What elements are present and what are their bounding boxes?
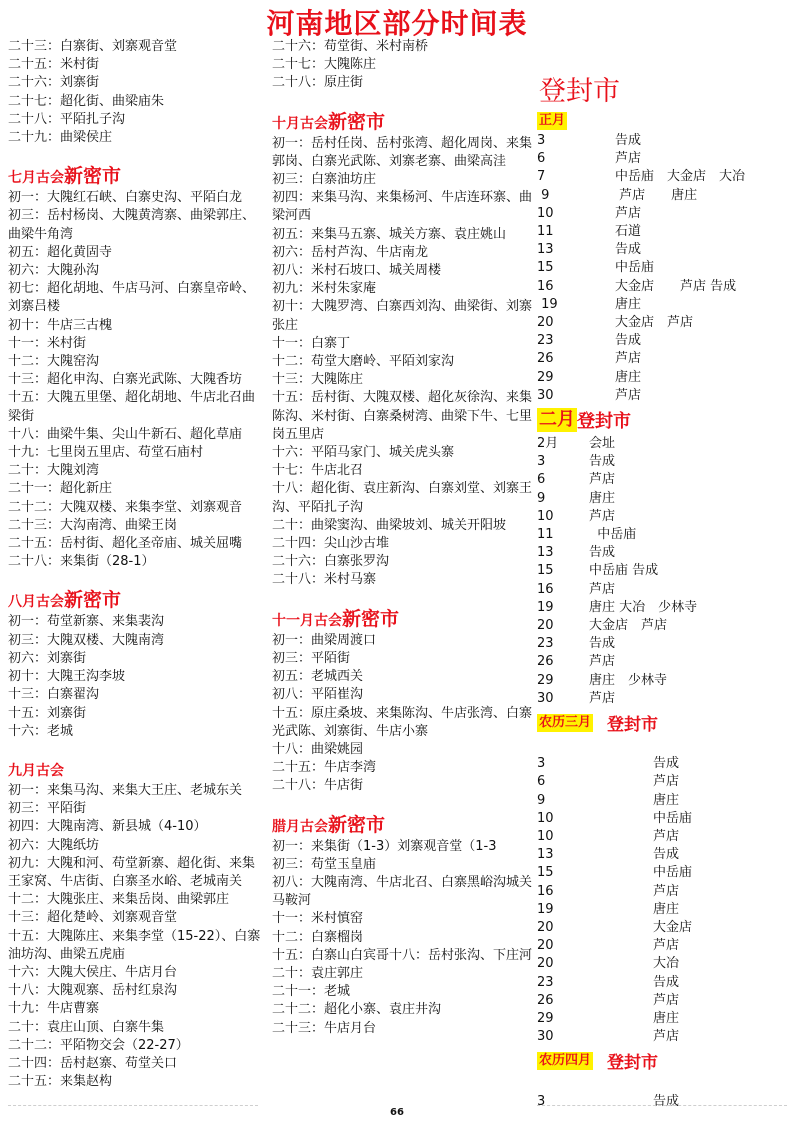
schedule-line: 二十三：白寨街、刘寨观音堂 (8, 39, 178, 54)
month-label: 正月 (539, 113, 566, 128)
column-xinmi-part2 (272, 38, 534, 1038)
schedule-place: 芦店 (653, 992, 680, 1008)
schedule-date: 10 (537, 508, 554, 524)
schedule-line: 十一：米村街 (8, 335, 87, 351)
schedule-place: 芦店 (615, 387, 642, 403)
schedule-date: 29 (537, 369, 554, 385)
schedule-row (537, 1010, 789, 1028)
schedule-line: 十六：老城 (8, 723, 74, 739)
schedule-date: 6 (537, 472, 546, 488)
schedule-place: 芦店 (589, 581, 616, 597)
schedule-line: 十八：超化街、袁庄新沟、白寨刘堂、刘寨王沟、平陌扎子沟 (272, 481, 533, 515)
column-xinmi-part1 (8, 38, 264, 1091)
schedule-line: 初十：大隗罗湾、白寨西刘沟、曲梁街、刘寨张庄 (272, 299, 533, 333)
schedule-place: 大金店 芦店 (615, 315, 694, 331)
schedule-place: 告成 (615, 333, 642, 349)
schedule-place: 唐庄 (589, 490, 616, 506)
schedule-place: 芦店 (653, 938, 680, 954)
schedule-date: 15 (537, 865, 554, 881)
schedule-line: 十三：大隗陈庄 (272, 372, 364, 388)
schedule-line: 初五：来集马五寨、城关方寨、袁庄姚山 (272, 226, 507, 242)
schedule-row (537, 223, 789, 241)
schedule-line: 二十五：米村街 (8, 57, 100, 73)
month-header (537, 407, 789, 433)
schedule-date: 20 (537, 618, 554, 634)
schedule-line: 十八：曲梁牛集、尖山牛新石、超化草庙 (8, 426, 243, 442)
schedule-line: 二十：大隗刘湾 (8, 463, 100, 479)
schedule-line: 二十一：老城 (272, 984, 351, 1000)
month-heading (272, 814, 534, 838)
schedule-row (537, 526, 789, 544)
schedule-line: 十九：牛店曹寨 (8, 1001, 100, 1017)
schedule-date: 20 (537, 919, 554, 935)
schedule-date: 29 (537, 672, 554, 688)
schedule-date: 30 (537, 1029, 554, 1045)
month-header (537, 112, 789, 130)
schedule-date: 20 (537, 956, 554, 972)
schedule-line: 二十二：平陌物交会（22-27） (8, 1037, 189, 1053)
schedule-line: 二十八：牛店街 (272, 778, 364, 794)
schedule-line: 二十六：白寨张罗沟 (272, 554, 390, 570)
schedule-date: 26 (537, 992, 554, 1008)
schedule-date: 16 (537, 278, 554, 294)
month-heading-label: 九月古会 (8, 762, 64, 779)
schedule-date: 29 (537, 1010, 554, 1026)
schedule-date: 15 (537, 563, 554, 579)
schedule-line: 十五：原庄桑坡、来集陈沟、牛店张湾、白寨光武陈、刘寨街、牛店小寨 (272, 705, 533, 739)
schedule-row (537, 792, 789, 810)
month-heading (8, 165, 264, 189)
footer-divider (8, 1105, 258, 1106)
schedule-line: 初十：大隗王沟李坡 (8, 669, 126, 685)
schedule-line: 初九：大隗和河、苟堂新寨、超化街、来集王家窝、牛店街、白寨圣水峪、老城南关 (8, 855, 256, 889)
schedule-place: 芦店 (653, 1029, 680, 1045)
schedule-line: 十三：超化楚岭、刘寨观音堂 (8, 910, 178, 926)
schedule-line: 初一：岳村任岗、岳村张湾、超化周岗、来集郭岗、白寨光武陈、刘寨老寨、曲梁高洼 (272, 135, 533, 169)
schedule-row (537, 490, 789, 508)
schedule-line: 十七：牛店北召 (272, 463, 364, 479)
schedule-line: 初六：大隗孙沟 (8, 263, 100, 279)
schedule-place: 芦店 (653, 828, 680, 844)
month-heading-label: 七月古会 (8, 170, 64, 187)
schedule-row (537, 314, 789, 332)
schedule-row (537, 773, 789, 791)
schedule-row (537, 369, 789, 387)
schedule-place: 石道 (615, 224, 642, 240)
schedule-place: 唐庄 (653, 901, 680, 917)
schedule-row (537, 599, 789, 617)
schedule-place: 唐庄 (615, 296, 642, 312)
schedule-line: 十三：白寨翟沟 (8, 687, 100, 703)
month-heading-city: 新密市 (342, 607, 400, 630)
section-spacer (272, 796, 534, 814)
schedule-date: 7 (537, 169, 546, 185)
schedule-line: 初三：岳村杨岗、大隗黄湾寨、曲梁郭庄、曲梁牛角湾 (8, 208, 256, 242)
schedule-line: 十五：刘寨街 (8, 705, 87, 721)
schedule-line: 初六：岳村芦沟、牛店南龙 (272, 244, 429, 260)
schedule-line: 初八：平陌崔沟 (272, 687, 364, 703)
schedule-row (537, 471, 789, 489)
schedule-line: 初一：大隗红石峡、白寨史沟、平陌白龙 (8, 190, 243, 206)
schedule-line: 十五：白寨山白宾哥十八：岳村张沟、下庄河 (272, 947, 533, 963)
schedule-line: 十八：大隗观寨、岳村红泉沟 (8, 983, 178, 999)
schedule-place: 芦店 唐庄 (615, 187, 698, 203)
schedule-line: 二十：袁庄郭庄 (272, 965, 364, 981)
month-city: 登封市 (577, 411, 631, 433)
schedule-line: 十八：曲梁姚园 (272, 741, 364, 757)
schedule-place: 芦店 (653, 774, 680, 790)
section-spacer (537, 38, 789, 74)
schedule-row (537, 992, 789, 1010)
schedule-date: 9 (537, 792, 546, 808)
schedule-date: 23 (537, 974, 554, 990)
schedule-row (537, 1028, 789, 1046)
schedule-row (537, 562, 789, 580)
city-title: 登封市 (539, 76, 620, 107)
schedule-date: 19 (537, 296, 558, 312)
schedule-line: 二十四：尖山沙古堆 (272, 536, 390, 552)
month-heading-city: 新密市 (328, 813, 386, 836)
schedule-date: 9 (537, 490, 546, 506)
schedule-line: 初三：大隗双楼、大隗南湾 (8, 632, 165, 648)
schedule-line: 初五：超化黄固寺 (8, 244, 113, 260)
schedule-row (537, 259, 789, 277)
schedule-row (537, 350, 789, 368)
schedule-date: 20 (537, 938, 554, 954)
schedule-date: 13 (537, 847, 554, 863)
schedule-place: 唐庄 (615, 369, 642, 385)
month-city: 登封市 (607, 715, 659, 736)
schedule-line: 二十五：牛店李湾 (272, 760, 377, 776)
schedule-line: 二十五：岳村街、超化圣帝庙、城关屈嘴 (8, 536, 243, 552)
schedule-row (537, 187, 789, 205)
schedule-row (537, 653, 789, 671)
schedule-line: 十五：岳村街、大隗双楼、超化灰徐沟、来集陈沟、米村街、白寨桑树湾、曲梁下牛、七里岗五里店 (272, 390, 533, 442)
schedule-place: 大金店 芦店 告成 (615, 278, 737, 294)
schedule-line: 二十九：曲梁侯庄 (8, 130, 113, 146)
section-spacer (272, 590, 534, 608)
section-spacer (272, 93, 534, 111)
schedule-row (537, 435, 789, 453)
schedule-place: 中岳庙 告成 (589, 563, 659, 579)
schedule-place: 芦店 (589, 690, 616, 706)
schedule-row (537, 635, 789, 653)
schedule-date: 9 (537, 187, 550, 203)
schedule-line: 二十二：超化小寨、袁庄井沟 (272, 1002, 442, 1018)
schedule-place: 芦店 (615, 205, 642, 221)
schedule-place: 芦店 (589, 472, 616, 488)
month-heading-label: 腊月古会 (272, 818, 328, 835)
schedule-line: 十二：苟堂大磨岭、平陌刘家沟 (272, 354, 455, 370)
schedule-row (537, 508, 789, 526)
schedule-line: 二十六：刘寨街 (8, 75, 100, 91)
schedule-line: 二十七：大隗陈庄 (272, 57, 377, 73)
column-dengfeng (537, 38, 789, 1112)
schedule-line: 初五：老城西关 (272, 669, 364, 685)
section-spacer (8, 147, 264, 165)
section-spacer (537, 1075, 789, 1093)
schedule-place: 中岳庙 (653, 865, 693, 881)
month-heading (8, 759, 264, 782)
schedule-row (537, 883, 789, 901)
month-heading-label: 十月古会 (272, 115, 328, 132)
schedule-line: 初四：来集马沟、来集杨河、牛店连环寨、曲梁河西 (272, 190, 533, 224)
schedule-line: 初八：米村石坡口、城关周楼 (272, 263, 442, 279)
schedule-line: 二十一：超化新庄 (8, 481, 113, 497)
schedule-row (537, 846, 789, 864)
schedule-date: 16 (537, 581, 554, 597)
schedule-place: 唐庄 大冶 少林寺 (589, 599, 698, 615)
schedule-line: 初三：平陌街 (272, 650, 351, 666)
schedule-date: 2月 (537, 436, 559, 452)
schedule-line: 二十六：苟堂街、米村南桥 (272, 39, 429, 54)
schedule-line: 二十八：平陌扎子沟 (8, 111, 126, 127)
schedule-row (537, 937, 789, 955)
schedule-line: 十六：大隗大侯庄、牛店月台 (8, 964, 178, 980)
schedule-date: 11 (537, 527, 554, 543)
schedule-line: 初六：刘寨街 (8, 650, 87, 666)
month-header (537, 1048, 789, 1073)
schedule-place: 唐庄 少林寺 (589, 672, 668, 688)
month-label: 农历四月 (539, 1052, 592, 1068)
schedule-date: 30 (537, 387, 554, 403)
schedule-row (537, 828, 789, 846)
schedule-place: 会址 (589, 436, 616, 452)
page-number: 66 (390, 1107, 404, 1118)
month-heading-city: 新密市 (328, 110, 386, 133)
schedule-date: 10 (537, 205, 554, 221)
schedule-place: 告成 (589, 636, 616, 652)
section-spacer (8, 741, 264, 759)
schedule-line: 二十二：大隗双楼、来集李堂、刘寨观音 (8, 499, 243, 515)
schedule-date: 3 (537, 1094, 546, 1110)
schedule-line: 十二：大隗张庄、来集岳岗、曲梁郭庄 (8, 892, 230, 908)
schedule-date: 15 (537, 260, 554, 276)
schedule-row (537, 168, 789, 186)
month-heading (8, 589, 264, 613)
schedule-place: 告成 (653, 847, 680, 863)
page-title: 河南地区部分时间表 (266, 7, 528, 40)
schedule-line: 初九：米村朱家庵 (272, 281, 377, 297)
schedule-date: 20 (537, 315, 554, 331)
schedule-line: 初八：大隗南湾、牛店北召、白寨黑峪沟城关马鞍河 (272, 874, 533, 909)
schedule-date: 23 (537, 636, 554, 652)
schedule-row (537, 919, 789, 937)
schedule-date: 3 (537, 756, 546, 772)
schedule-line: 初一：来集马沟、来集大王庄、老城东关 (8, 782, 243, 798)
schedule-date: 26 (537, 654, 554, 670)
schedule-place: 中岳庙 大金店 大冶 (615, 169, 746, 185)
schedule-line: 初三：白寨油坊庄 (272, 172, 377, 188)
schedule-date: 19 (537, 901, 554, 917)
schedule-row (537, 672, 789, 690)
schedule-row (537, 864, 789, 882)
schedule-row (537, 581, 789, 599)
schedule-line: 二十八：米村马寨 (272, 572, 377, 588)
schedule-row (537, 241, 789, 259)
schedule-line: 二十：袁庄山顶、白寨牛集 (8, 1019, 165, 1035)
schedule-date: 19 (537, 599, 554, 615)
schedule-place: 告成 (653, 974, 680, 990)
schedule-line: 十三：超化申沟、白寨光武陈、大隗香坊 (8, 372, 243, 388)
schedule-line: 二十三：大沟南湾、曲梁王岗 (8, 517, 178, 533)
schedule-line: 初一：曲梁周渡口 (272, 632, 377, 648)
schedule-line: 二十八：来集街（28-1） (8, 554, 155, 570)
schedule-row (537, 544, 789, 562)
schedule-date: 23 (537, 333, 554, 349)
schedule-line: 初三：平陌街 (8, 801, 87, 817)
month-heading-city: 新密市 (64, 589, 122, 612)
schedule-line: 二十五：来集赵构 (8, 1074, 113, 1090)
schedule-date: 11 (537, 224, 554, 240)
schedule-place: 中岳庙 (653, 810, 693, 826)
schedule-date: 6 (537, 774, 546, 790)
schedule-date: 6 (537, 151, 546, 167)
schedule-place: 芦店 (589, 508, 616, 524)
schedule-place: 唐庄 (653, 792, 680, 808)
schedule-place: 中岳庙 (615, 260, 655, 276)
schedule-row (537, 150, 789, 168)
schedule-line: 十五：大隗五里堡、超化胡地、牛店北召曲梁街 (8, 390, 256, 424)
schedule-row (537, 755, 789, 773)
schedule-row (537, 387, 789, 405)
schedule-date: 30 (537, 690, 554, 706)
month-heading (272, 608, 534, 632)
schedule-row (537, 690, 789, 708)
schedule-line: 初六：大隗纸坊 (8, 837, 100, 853)
schedule-place: 告成 (615, 242, 642, 258)
month-label: 农历三月 (539, 714, 592, 730)
schedule-row (537, 332, 789, 350)
schedule-line: 二十七：超化街、曲梁庙朱 (8, 93, 165, 109)
schedule-row (537, 901, 789, 919)
section-spacer (537, 737, 789, 755)
schedule-line: 初四：大隗南湾、新县城（4-10） (8, 819, 207, 835)
schedule-line: 十九：七里岗五里店、苟堂石庙村 (8, 445, 204, 461)
schedule-row (537, 205, 789, 223)
schedule-place: 芦店 (589, 654, 616, 670)
schedule-line: 初一：来集街（1-3）刘寨观音堂（1-3 (272, 838, 497, 854)
month-heading-city: 新密市 (64, 165, 122, 188)
month-city: 登封市 (607, 1053, 659, 1074)
schedule-line: 十二：大隗窑沟 (8, 354, 100, 370)
schedule-place: 中岳庙 (589, 527, 637, 543)
schedule-line: 十六：平陌马家门、城关虎头寨 (272, 445, 455, 461)
schedule-line: 十一：米村慎窑 (272, 911, 364, 927)
schedule-date: 10 (537, 810, 554, 826)
schedule-date: 16 (537, 883, 554, 899)
schedule-place: 大金店 芦店 (589, 618, 668, 634)
schedule-row (537, 453, 789, 471)
month-heading-label: 八月古会 (8, 594, 64, 611)
schedule-line: 十二：白寨榴岗 (272, 929, 364, 945)
footer-divider (537, 1105, 787, 1106)
schedule-row (537, 617, 789, 635)
schedule-place: 告成 (653, 1094, 680, 1110)
schedule-line: 初三：苟堂玉皇庙 (272, 856, 377, 872)
schedule-row (537, 296, 789, 314)
schedule-line: 二十四：岳村赵寨、苟堂关口 (8, 1055, 178, 1071)
schedule-row (537, 974, 789, 992)
schedule-place: 告成 (589, 454, 616, 470)
schedule-line: 二十：曲梁窦沟、曲梁坡刘、城关开阳坡 (272, 517, 507, 533)
schedule-date: 26 (537, 351, 554, 367)
schedule-line: 初一：苟堂新寨、来集裴沟 (8, 614, 165, 630)
schedule-date: 3 (537, 133, 546, 148)
schedule-date: 3 (537, 454, 546, 470)
month-heading (272, 111, 534, 135)
schedule-place: 告成 (589, 545, 616, 561)
schedule-row (537, 955, 789, 973)
schedule-line: 初七：超化胡地、牛店马河、白寨皇帝岭、刘寨吕楼 (8, 281, 256, 315)
schedule-row (537, 132, 789, 150)
schedule-line: 初十：牛店三古槐 (8, 317, 113, 333)
month-header (537, 710, 789, 735)
schedule-row (537, 810, 789, 828)
schedule-line: 十五：大隗陈庄、来集李堂（15-22）、白寨油坊沟、曲梁五虎庙 (8, 928, 261, 962)
schedule-place: 告成 (615, 133, 642, 148)
month-label: 二月 (539, 409, 575, 431)
schedule-place: 大冶 (653, 956, 680, 972)
schedule-line: 二十三：牛店月台 (272, 1020, 377, 1036)
schedule-place: 唐庄 (653, 1010, 680, 1026)
schedule-place: 芦店 (615, 351, 642, 367)
schedule-place: 芦店 (653, 883, 680, 899)
schedule-place: 芦店 (615, 151, 642, 167)
schedule-place: 大金店 (653, 919, 693, 935)
schedule-line: 二十八：原庄街 (272, 75, 364, 91)
month-heading-label: 十一月古会 (272, 612, 342, 629)
schedule-row (537, 278, 789, 296)
schedule-date: 13 (537, 545, 554, 561)
schedule-place: 告成 (653, 756, 680, 772)
section-spacer (8, 571, 264, 589)
schedule-date: 13 (537, 242, 554, 258)
schedule-date: 10 (537, 828, 554, 844)
schedule-line: 十一：白寨丁 (272, 335, 351, 351)
